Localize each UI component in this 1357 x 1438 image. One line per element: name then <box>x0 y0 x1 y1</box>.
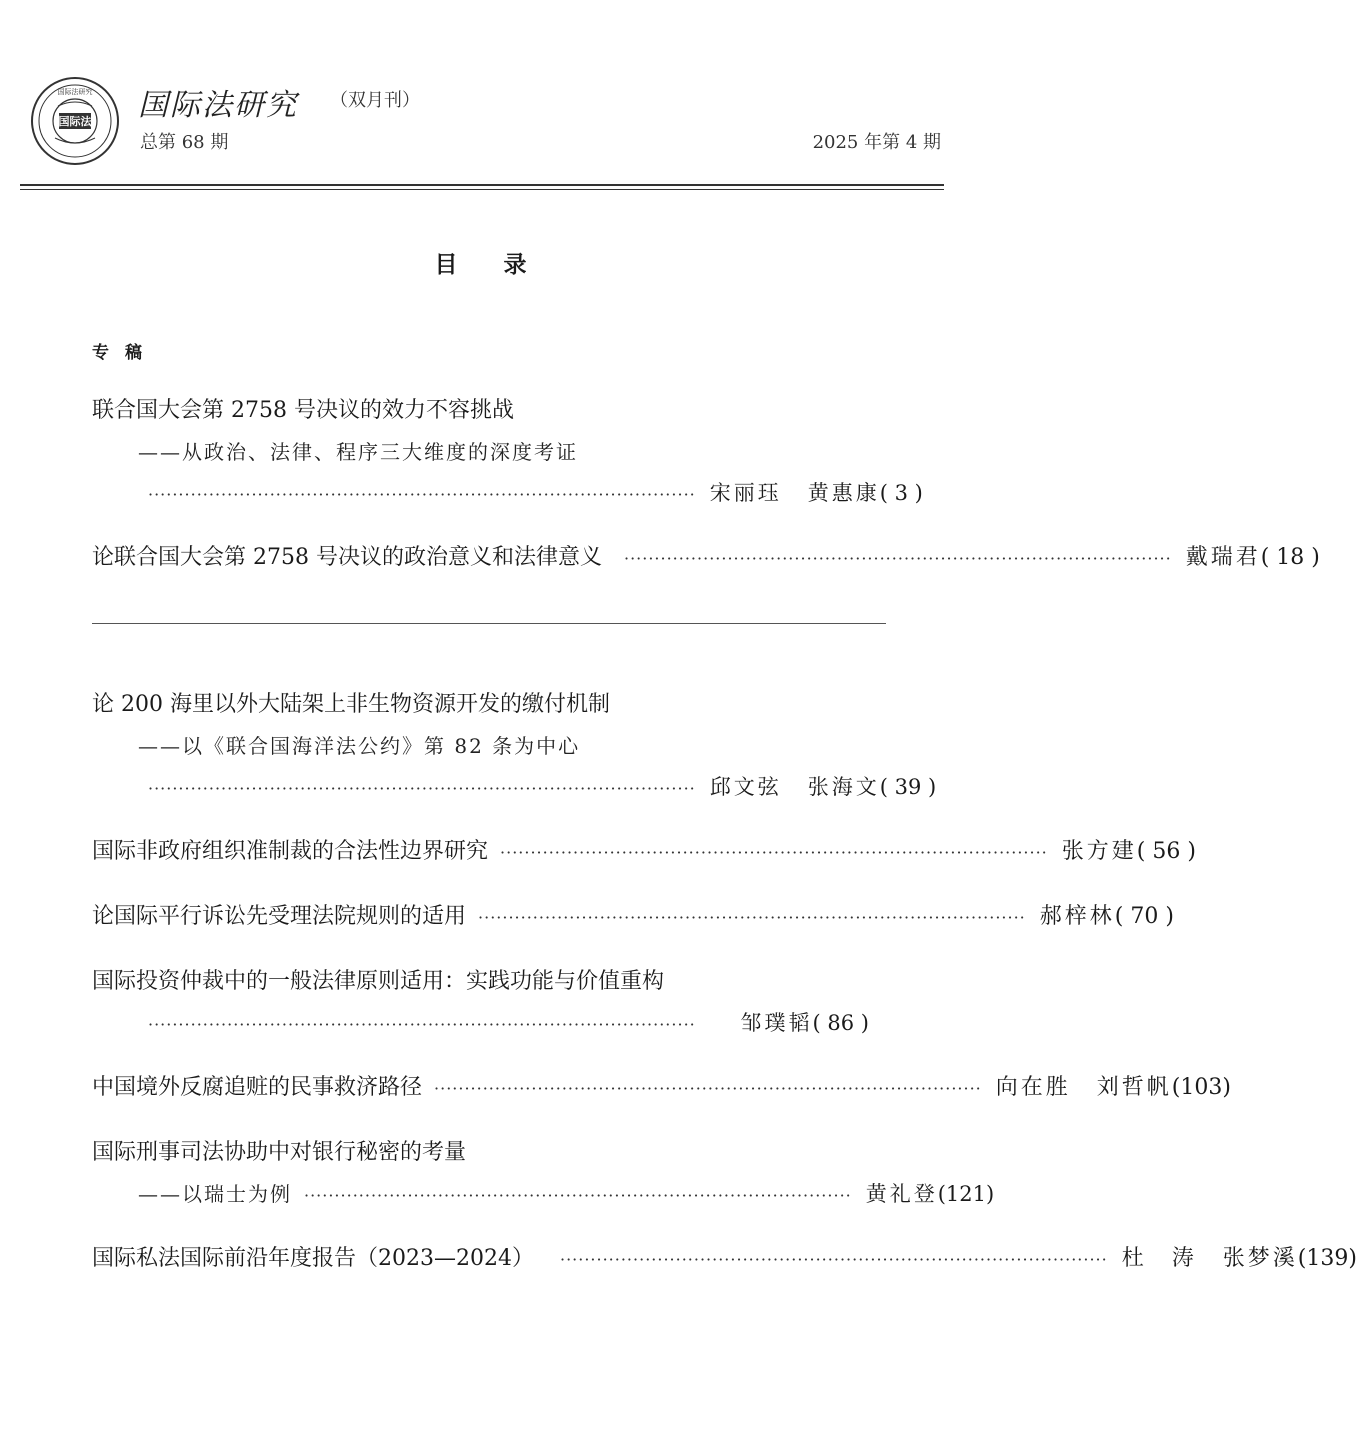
toc-entry-author: 郝梓林 <box>1039 904 1115 929</box>
toc-entry-author: 张海文 <box>807 775 880 799</box>
toc-title: 目录 <box>434 251 573 278</box>
toc-entry-page: (103) <box>1171 1075 1231 1100</box>
toc-entry-leader <box>148 1008 869 1040</box>
toc-entry-row[interactable] <box>92 1073 1231 1104</box>
toc-entry-leader <box>148 772 937 804</box>
toc-entry-author: 邱文弦 <box>709 775 782 799</box>
header-rule <box>20 184 944 186</box>
dot-leader: ·························································································· <box>559 1250 1108 1269</box>
toc-entry-page: ( 70 ) <box>1114 904 1174 929</box>
toc-entry-author: 杜 涛 <box>1121 1246 1197 1271</box>
toc-entry-page: ( 18 ) <box>1260 545 1320 570</box>
dot-leader: ·························································································· <box>148 1015 696 1034</box>
toc-entry-author: 刘哲帆 <box>1096 1075 1172 1100</box>
toc-entry-page: ( 39 ) <box>879 775 937 799</box>
toc-entry-leader <box>138 1179 995 1211</box>
toc-entry-title: 论国际平行诉讼先受理法院规则的适用 <box>92 904 467 929</box>
toc-entry-subtitle: ——以《联合国海洋法公约》第 82 条为中心 <box>138 734 581 758</box>
toc-entry-title[interactable]: 国际投资仲裁中的一般法律原则适用：实践功能与价值重构 <box>92 969 665 994</box>
toc-entry-page: (121) <box>937 1182 995 1206</box>
journal-frequency: （双月刊） <box>330 90 420 111</box>
toc-entry-author: 张梦溪 <box>1222 1246 1298 1271</box>
toc-entry-row[interactable] <box>92 902 1174 933</box>
issue-total-number: 总第 68 期 <box>140 132 229 153</box>
dot-leader: ·························································································· <box>478 908 1026 927</box>
toc-entry-title[interactable]: 联合国大会第 2758 号决议的效力不容挑战 <box>92 398 514 423</box>
section-divider <box>92 623 886 624</box>
toc-entry-page: ( 86 ) <box>812 1011 869 1035</box>
toc-entry-title[interactable]: 论 200 海里以外大陆架上非生物资源开发的缴付机制 <box>92 692 610 717</box>
toc-entry-subtitle: ——从政治、法律、程序三大维度的深度考证 <box>138 440 578 464</box>
toc-entry-row[interactable] <box>92 543 1320 574</box>
dot-leader: ·························································································· <box>148 485 696 504</box>
toc-entry-author: 邹璞韬 <box>740 1011 813 1035</box>
toc-entry-subtitle: ——以瑞士为例 <box>138 1182 292 1206</box>
dot-leader: ·························································································· <box>434 1079 982 1098</box>
issue-year-number: 2025 年第 4 期 <box>812 132 941 153</box>
dot-leader: ·························································································· <box>500 843 1048 862</box>
toc-entry-row[interactable] <box>92 837 1196 868</box>
toc-entry-author: 戴瑞君 <box>1185 545 1261 570</box>
toc-entry-author: 黄惠康 <box>807 481 880 505</box>
toc-entry-title: 国际私法国际前沿年度报告（2023—2024） <box>92 1246 534 1271</box>
toc-entry-author: 向在胜 <box>995 1075 1071 1100</box>
toc-entry-page: ( 56 ) <box>1136 839 1196 864</box>
toc-entry-author: 宋丽珏 <box>709 481 782 505</box>
journal-seal-logo <box>30 76 120 166</box>
toc-entry-title: 论联合国大会第 2758 号决议的政治意义和法律意义 <box>92 545 602 570</box>
dot-leader: ·························································································· <box>304 1186 852 1205</box>
svg-text:国际法: 国际法 <box>58 115 92 128</box>
header-rule-thin <box>20 189 944 190</box>
toc-entry-title: 中国境外反腐追赃的民事救济路径 <box>92 1075 423 1100</box>
svg-text:国际法研究: 国际法研究 <box>57 88 93 96</box>
section-label: 专稿 <box>92 343 158 363</box>
toc-entry-author: 黄礼登 <box>865 1182 938 1206</box>
dot-leader: ·························································································· <box>148 779 696 798</box>
toc-entry-page: ( 3 ) <box>879 481 923 505</box>
journal-title: 国际法研究 <box>138 88 298 123</box>
toc-entry-author: 张方建 <box>1061 839 1137 864</box>
toc-entry-page: (139) <box>1297 1246 1357 1271</box>
toc-entry-title[interactable]: 国际刑事司法协助中对银行秘密的考量 <box>92 1140 467 1165</box>
toc-entry-leader <box>148 478 923 510</box>
toc-entry-row[interactable] <box>92 1244 1357 1275</box>
dot-leader: ·························································································· <box>623 549 1172 568</box>
toc-entry-title: 国际非政府组织准制裁的合法性边界研究 <box>92 839 489 864</box>
